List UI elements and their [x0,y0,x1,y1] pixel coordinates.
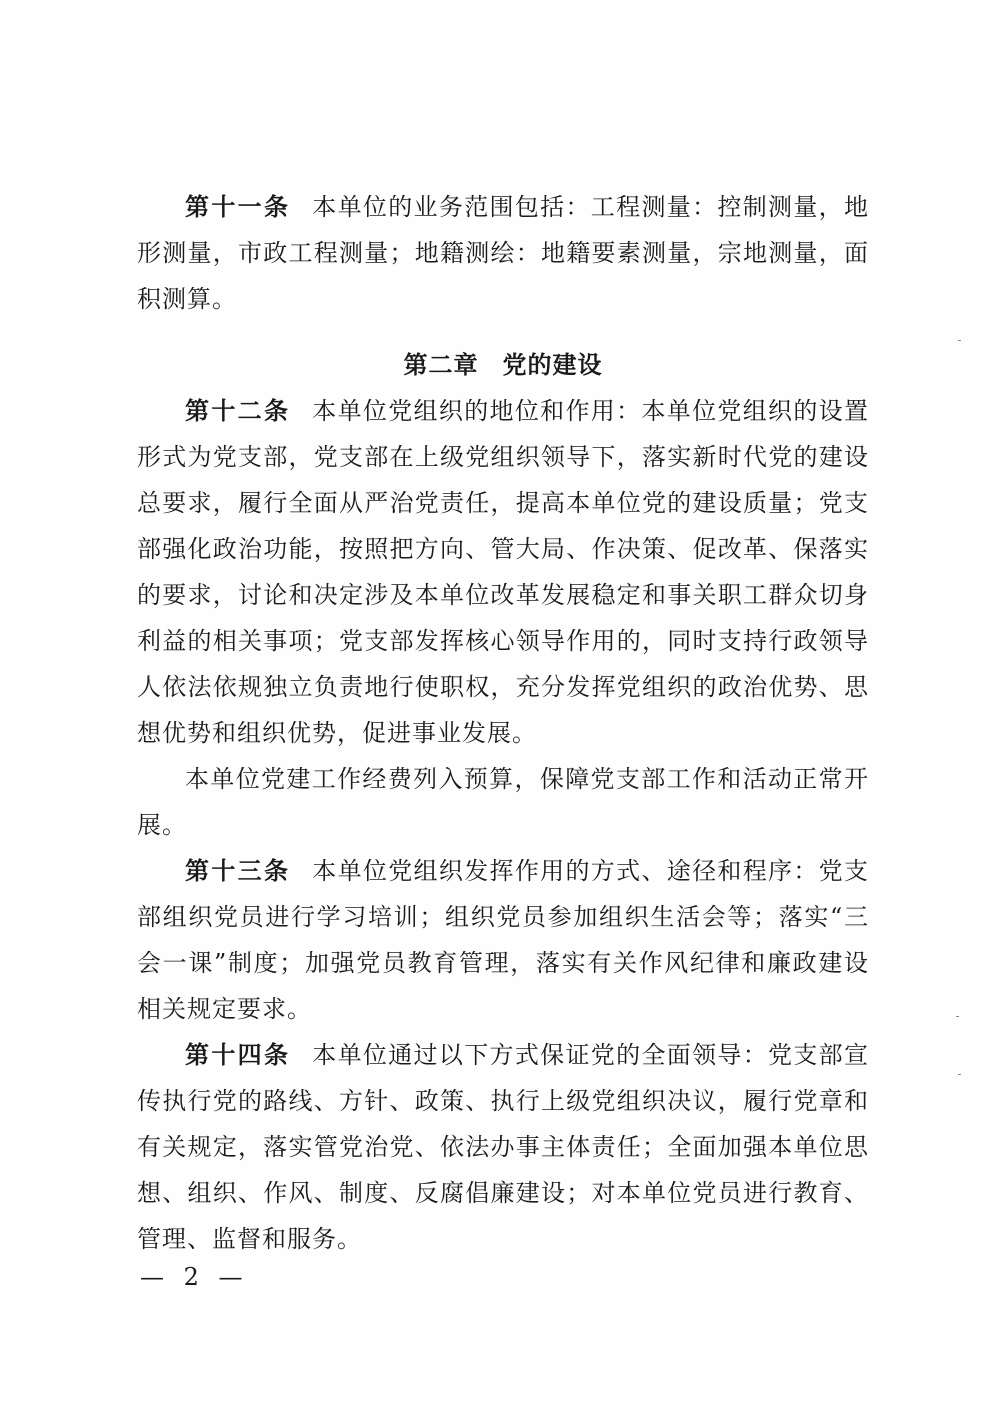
article-14-text: 本单位通过以下方式保证党的全面领导：党支部宣传执行党的路线、方针、政策、执行上级党组织决议，履行党章和有关规定，落实管党治党、依法办事主体责任；全面加强本单位思想、组织、作风、制度、反腐倡廉建设；对本单位党员进行教育、管理、监督和服务。 [137,1041,869,1253]
article-11 [137,184,869,322]
article-13-text: 本单位党组织发挥作用的方式、途径和程序：党支部组织党员进行学习培训；组织党员参加组织生活会等；落实“三会一课”制度；加强党员教育管理，落实有关作风纪律和廉政建设相关规定要求。 [137,857,869,1023]
page-number: — 2 — [140,1263,249,1291]
document-body [137,184,869,1262]
scan-speck [956,1016,959,1017]
article-12-label: 第十二条 [185,397,291,425]
article-11-label: 第十一条 [185,193,291,221]
article-12 [137,388,869,756]
chapter-number: 第二章 [403,351,479,379]
scan-speck [958,1074,961,1075]
chapter-title: 党的建设 [502,351,603,379]
chapter-heading [137,342,869,388]
article-11-text: 本单位的业务范围包括：工程测量：控制测量，地形测量，市政工程测量；地籍测绘：地籍要素测量，宗地测量，面积测算。 [137,193,869,313]
article-13-label: 第十三条 [185,857,291,885]
article-14 [137,1032,869,1262]
article-12-text: 本单位党组织的地位和作用：本单位党组织的设置形式为党支部，党支部在上级党组织领导下，落实新时代党的建设总要求，履行全面从严治党责任，提高本单位党的建设质量；党支部强化政治功能，按照把方向、管大局、作决策、促改革、保落实的要求，讨论和决定涉及本单位改革发展稳定和事关职工群众切身利益的相关事项；党支部发挥核心领导作用的，同时支持行政领导人依法依规独立负责地行使职权，充分发挥党组织的政治优势、思想优势和组织优势，促进事业发展。 [137,397,869,747]
scan-speck [958,340,961,341]
article-14-label: 第十四条 [185,1041,291,1069]
article-13 [137,848,869,1032]
article-12-paragraph-2: 本单位党建工作经费列入预算，保障党支部工作和活动正常开展。 [137,765,869,839]
